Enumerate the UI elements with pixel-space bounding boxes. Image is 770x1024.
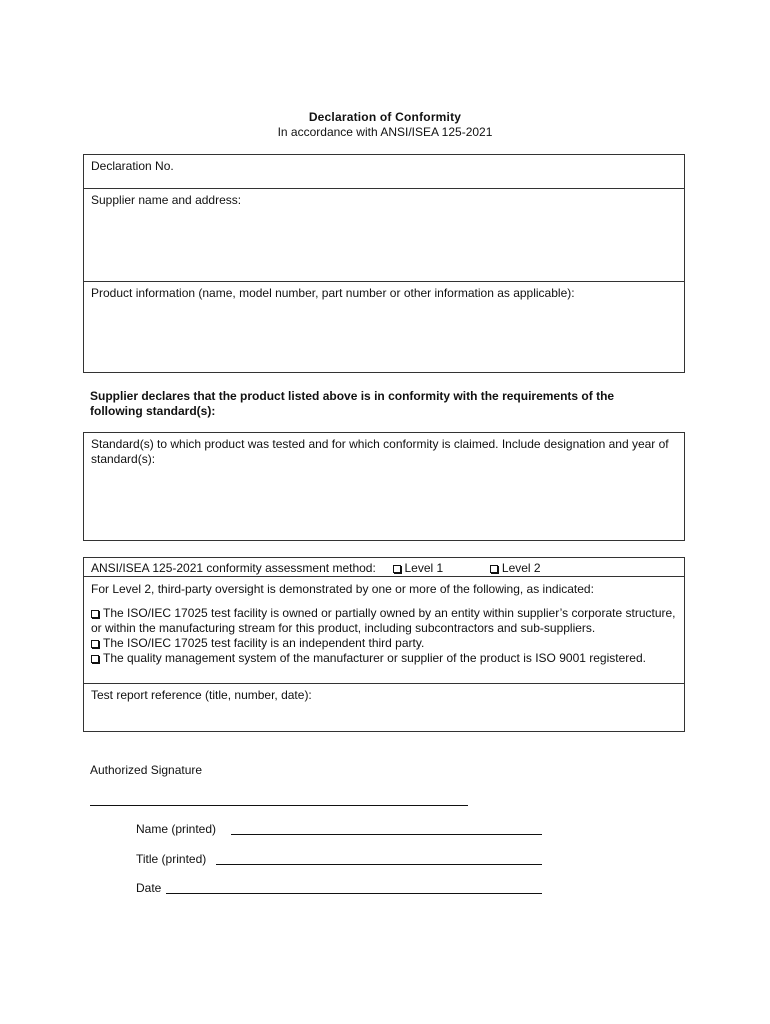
option2-text: The ISO/IEC 17025 test facility is an independent third party. xyxy=(103,636,425,650)
oversight-option-2 xyxy=(91,636,677,651)
level1-checkbox-icon[interactable] xyxy=(393,565,401,573)
name-printed-row xyxy=(136,822,216,836)
name-printed-line[interactable] xyxy=(231,834,542,835)
option2-checkbox-icon[interactable] xyxy=(91,640,99,648)
declaration-info-box xyxy=(83,154,685,373)
product-info-field[interactable] xyxy=(84,282,684,372)
assessment-box xyxy=(83,557,685,732)
oversight-option-3 xyxy=(91,651,677,666)
test-report-label: Test report reference (title, number, date): xyxy=(91,688,312,702)
level2-label: Level 2 xyxy=(501,561,541,575)
title-printed-line[interactable] xyxy=(216,864,542,865)
authorized-signature-label: Authorized Signature xyxy=(90,763,203,777)
level1-label: Level 1 xyxy=(404,561,444,575)
assessment-method-label: ANSI/ISEA 125-2021 conformity assessment method: xyxy=(91,561,376,575)
oversight-intro: For Level 2, third-party oversight is demonstrated by one or more of the following, as indicated: xyxy=(91,582,594,596)
assessment-method-row xyxy=(84,558,684,577)
signature-line[interactable] xyxy=(90,805,468,806)
name-printed-label: Name (printed) xyxy=(136,822,217,836)
document-title: Declaration of Conformity xyxy=(308,110,462,124)
title-printed-label: Title (printed) xyxy=(136,852,207,866)
title-printed-row xyxy=(136,852,206,866)
date-line[interactable] xyxy=(166,893,542,894)
conformity-statement: Supplier declares that the product listed above is in conformity with the requirements of the following standard(s): xyxy=(90,389,615,418)
document-subtitle: In accordance with ANSI/ISEA 125-2021 xyxy=(277,125,493,139)
option1-text: The ISO/IEC 17025 test facility is owned or partially owned by an entity within supplier’s corporate structure, or within the manufacturing stream for this product, including subcontractors and sub-suppliers. xyxy=(91,606,676,635)
oversight-section xyxy=(84,577,684,684)
standards-label: Standard(s) to which product was tested and for which conformity is claimed. Include designation and year of standard(s): xyxy=(91,437,669,466)
date-label: Date xyxy=(136,881,162,895)
oversight-option-1 xyxy=(91,606,677,636)
option3-checkbox-icon[interactable] xyxy=(91,655,99,663)
level2-checkbox-icon[interactable] xyxy=(490,565,498,573)
declaration-number-field[interactable] xyxy=(84,155,684,189)
test-report-field[interactable] xyxy=(84,684,684,731)
date-row xyxy=(136,881,161,895)
option3-text: The quality management system of the manufacturer or supplier of the product is ISO 9001 registered. xyxy=(103,651,646,665)
supplier-label: Supplier name and address: xyxy=(91,193,242,207)
declaration-number-label: Declaration No. xyxy=(91,159,174,173)
option1-checkbox-icon[interactable] xyxy=(91,610,99,618)
standards-box[interactable] xyxy=(83,432,685,541)
supplier-field[interactable] xyxy=(84,189,684,282)
product-info-label: Product information (name, model number, part number or other information as applicable): xyxy=(91,286,575,300)
